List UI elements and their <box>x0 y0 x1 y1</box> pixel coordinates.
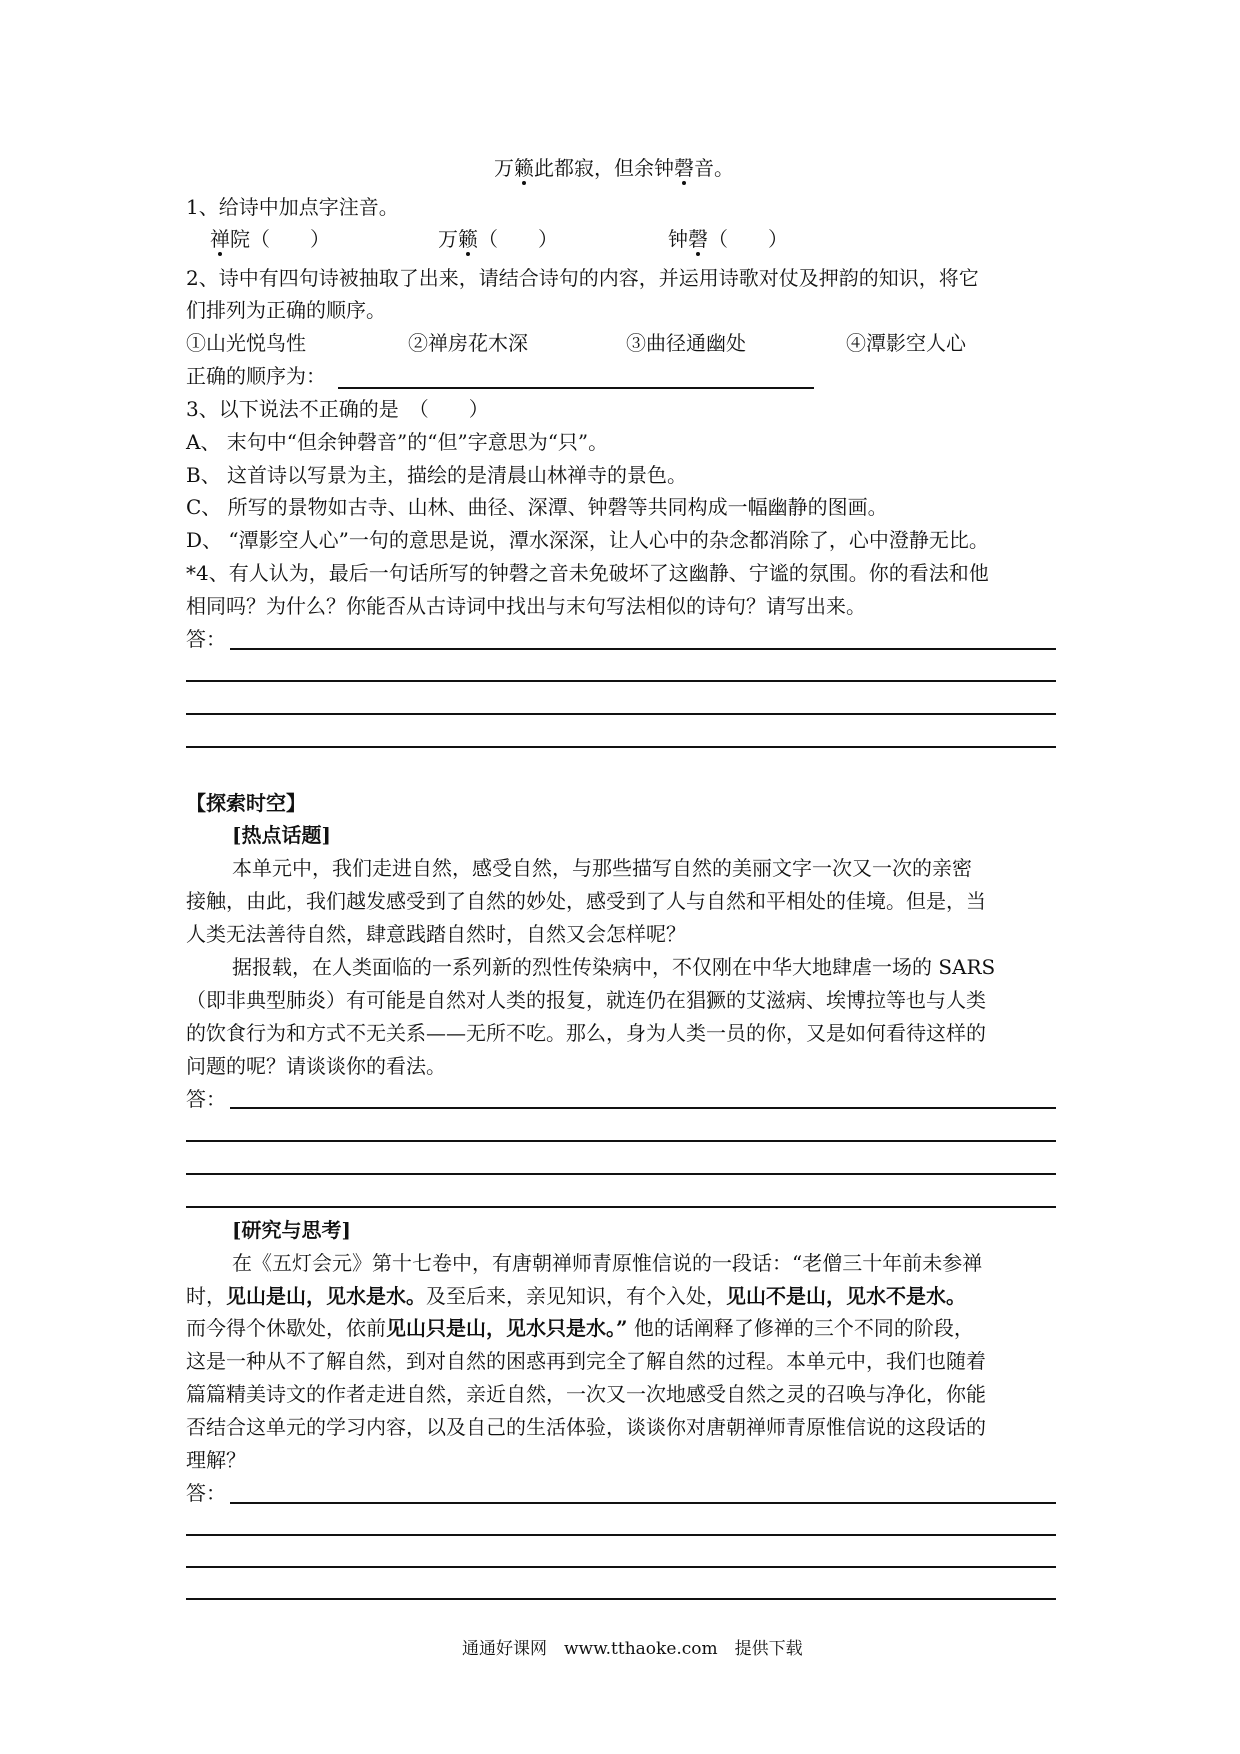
hot-topic-line: 本单元中，我们走进自然，感受自然，与那些描写自然的美丽文字一次又一次的亲密 <box>232 856 972 880</box>
hot-topic-answer-line[interactable] <box>186 1140 1056 1142</box>
q3-option-a: A、 末句中“但余钟磬音”的“但”字意思为“只”。 <box>186 430 609 454</box>
poem-text: 万 <box>494 156 514 180</box>
research-line <box>186 1318 974 1338</box>
hot-topic-line: 据报载，在人类面临的一系列新的烈性传染病中，不仅刚在中华大地肆虐一场的 SARS <box>232 955 996 979</box>
q2-answer-line[interactable] <box>338 387 814 389</box>
q4-answer-line[interactable] <box>186 680 1056 682</box>
research-bold-text: 见山只是山，见水只是水。” <box>386 1316 628 1340</box>
hot-topic-answer-line[interactable] <box>186 1206 1056 1208</box>
q1-item-text: （ ） <box>478 227 558 251</box>
q1-item-2 <box>438 229 558 249</box>
q4-line-2: 相同吗？为什么？你能否从古诗词中找出与末句写法相似的诗句？请写出来。 <box>186 594 866 618</box>
research-heading: [研究与思考] <box>232 1218 351 1242</box>
poem-text: 音。 <box>694 156 734 180</box>
hot-topic-line: 人类无法善待自然，肆意践踏自然时，自然又会怎样呢？ <box>186 922 686 946</box>
poem-text: 此都寂，但余钟 <box>534 156 674 180</box>
q4-answer-label: 答： <box>186 627 226 651</box>
explore-heading: 【探索时空】 <box>186 791 306 815</box>
research-text: 而今得个休歇处，依前 <box>186 1316 386 1340</box>
hot-topic-heading: [热点话题] <box>232 823 331 847</box>
hot-topic-answer-line[interactable] <box>186 1173 1056 1175</box>
dotted-char: 籁 <box>514 156 534 180</box>
q4-answer-line[interactable] <box>186 713 1056 715</box>
q1-item-text: 万 <box>438 227 458 251</box>
q2-line-2: 们排列为正确的顺序。 <box>186 298 386 322</box>
research-line: 这是一种从不了解自然，到对自然的困惑再到完全了解自然的过程。本单元中，我们也随着 <box>186 1349 986 1373</box>
q2-answer-label: 正确的顺序为： <box>186 364 326 388</box>
q1-item-1 <box>210 229 330 249</box>
hot-topic-answer-label: 答： <box>186 1087 226 1111</box>
research-answer-line[interactable] <box>186 1598 1056 1600</box>
research-text: 及至后来，亲见知识，有个入处， <box>426 1284 726 1308</box>
q2-option-4: ④潭影空人心 <box>846 331 966 355</box>
hot-topic-line: 接触，由此，我们越发感受到了自然的妙处，感受到了人与自然和平相处的佳境。但是，当 <box>186 889 986 913</box>
research-line <box>186 1286 966 1306</box>
research-answer-line[interactable] <box>186 1566 1056 1568</box>
research-line: 篇篇精美诗文的作者走进自然，亲近自然，一次又一次地感受自然之灵的召唤与净化，你能 <box>186 1382 986 1406</box>
dotted-char: 籁 <box>458 227 478 251</box>
dotted-char: 磬 <box>674 156 694 180</box>
research-text: 时， <box>186 1284 226 1308</box>
q1-item-text: 院（ ） <box>230 227 330 251</box>
q3-option-c: C、 所写的景物如古寺、山林、曲径、深潭、钟磬等共同构成一幅幽静的图画。 <box>186 495 888 519</box>
research-text: 他的话阐释了修禅的三个不同的阶段， <box>627 1316 974 1340</box>
hot-topic-line: 问题的呢？请谈谈你的看法。 <box>186 1054 446 1078</box>
research-bold-text: 见山是山，见水是水。 <box>226 1284 426 1308</box>
q3-prompt: 3、以下说法不正确的是 （ ） <box>186 397 489 421</box>
footer: 通通好课网 www.tthaoke.com 提供下载 <box>462 1639 803 1659</box>
research-bold-text: 见山不是山，见水不是水。 <box>726 1284 966 1308</box>
hot-topic-line: 的饮食行为和方式不无关系——无所不吃。那么，身为人类一员的你，又是如何看待这样的 <box>186 1021 986 1045</box>
dotted-char: 禅 <box>210 227 230 251</box>
q2-option-1: ①山光悦鸟性 <box>186 331 306 355</box>
q4-answer-line[interactable] <box>186 746 1056 748</box>
q2-option-2: ②禅房花木深 <box>408 331 528 355</box>
hot-topic-line: （即非典型肺炎）有可能是自然对人类的报复，就连仍在猖獗的艾滋病、埃博拉等也与人类 <box>186 988 986 1012</box>
research-line: 理解？ <box>186 1448 246 1472</box>
q1-prompt: 1、给诗中加点字注音。 <box>186 195 399 219</box>
poem-last-line <box>494 158 734 178</box>
q2-option-3: ③曲径通幽处 <box>626 331 746 355</box>
research-line: 否结合这单元的学习内容，以及自己的生活体验，谈谈你对唐朝禅师青原惟信说的这段话的 <box>186 1415 986 1439</box>
q1-item-3 <box>668 229 788 249</box>
research-answer-line[interactable] <box>186 1534 1056 1536</box>
research-answer-label: 答： <box>186 1481 226 1505</box>
q3-option-b: B、 这首诗以写景为主，描绘的是清晨山林禅寺的景色。 <box>186 463 688 487</box>
q1-item-text: 钟 <box>668 227 688 251</box>
q4-line-1: *4、有人认为，最后一句话所写的钟磬之音未免破坏了这幽静、宁谧的氛围。你的看法和他 <box>186 561 989 585</box>
q3-option-d: D、 “潭影空人心”一句的意思是说，潭水深深，让人心中的杂念都消除了，心中澄静无比。 <box>186 528 989 552</box>
hot-topic-answer-line[interactable] <box>230 1107 1056 1109</box>
q1-item-text: （ ） <box>708 227 788 251</box>
q4-answer-line[interactable] <box>230 648 1056 650</box>
q2-line-1: 2、诗中有四句诗被抽取了出来，请结合诗句的内容，并运用诗歌对仗及押韵的知识，将它 <box>186 266 979 290</box>
research-answer-line[interactable] <box>230 1502 1056 1504</box>
research-line: 在《五灯会元》第十七卷中，有唐朝禅师青原惟信说的一段话：“老僧三十年前未参禅 <box>232 1251 983 1275</box>
dotted-char: 磬 <box>688 227 708 251</box>
